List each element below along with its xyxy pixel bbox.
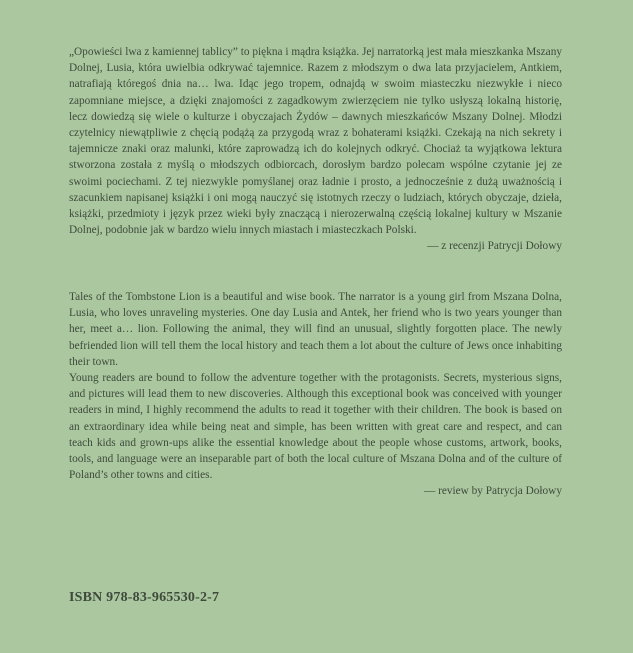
polish-review xyxy=(69,44,562,255)
english-review-paragraph-1: Tales of the Tombstone Lion is a beautiful and wise book. The narrator is a young girl from Mszana Dolna, Lusia, who loves unraveling mysteries. One day Lusia and Antek, her friend who is two years younger than her, meet a… lion. Following the animal, they will find an unusual, slightly forgotten place. The newly befriended lion will tell them the local history and teach them a lot about the culture of Jews once inhabiting their town. xyxy=(69,291,562,368)
isbn-number: ISBN 978-83-965530-2-7 xyxy=(69,590,220,605)
english-review-paragraph-2: Young readers are bound to follow the adventure together with the protagonists. Secrets, mysterious signs, and pictures will lead them to new discoveries. Although this exceptional book was conceived with younger readers in mind, I highly recommend the adults to read it together with their children. The book is based on an extraordinary idea while being neat and simple, has been written with great care and respect, and can teach kids and grown-ups alike the essential knowledge about the people whose customs, artwork, books, tools, and language were an inseparable part of both the local culture of Mszana Dolna and of the culture of Poland’s other towns and cities. xyxy=(69,372,562,482)
english-review xyxy=(69,289,562,500)
polish-review-text: „Opowieści lwa z kamiennej tablicy” to piękna i mądra książka. Jej narratorką jest mała mieszkanka Mszany Dolnej, Lusia, która uwielbia odkrywać tajemnice. Razem z młodszym o dwa lata przyjacielem, Antkiem, natrafiają któregoś dnia na… lwa. Idąc jego tropem, odnajdą w swoim miasteczku niezwykłe i nieco zapomniane miejsce, a dzięki znajomości z zagadkowym zwierzęciem nie tylko usłyszą lokalną historię, lecz dowiedzą się wiele o kulturze i obyczajach Żydów – dawnych mieszkańców Mszany Dolnej. Młodzi czytelnicy niewątpliwie z chęcią podążą za przygodą wraz z bohaterami książki. Czekają na nich sekrety i tajemnicze znaki oraz malunki, które zaprowadzą ich do kolejnych odkryć. Chociaż ta wyjątkowa lektura stworzona została z myślą o młodszych odbiorcach, dorosłym bardzo polecam wspólne czytanie jej ze swoimi pociechami. Z tej niezwykle pomyślanej oraz ładnie i prosto, a jednocześnie z dużą uważnością i szacunkiem napisanej książki i oni mogą nauczyć się istotnych rzeczy o ludziach, których obyczaje, dzieła, książki, przedmioty i język przez wieki były znaczącą i nierozerwalną częścią lokalnej kultury w Mszanie Dolnej, podobnie jak w bardzo wielu innych miastach i miasteczkach Polski. xyxy=(69,46,562,237)
polish-review-signature: — z recenzji Patrycji Dołowy xyxy=(427,240,562,253)
english-review-signature: — review by Patrycja Dołowy xyxy=(423,485,562,498)
